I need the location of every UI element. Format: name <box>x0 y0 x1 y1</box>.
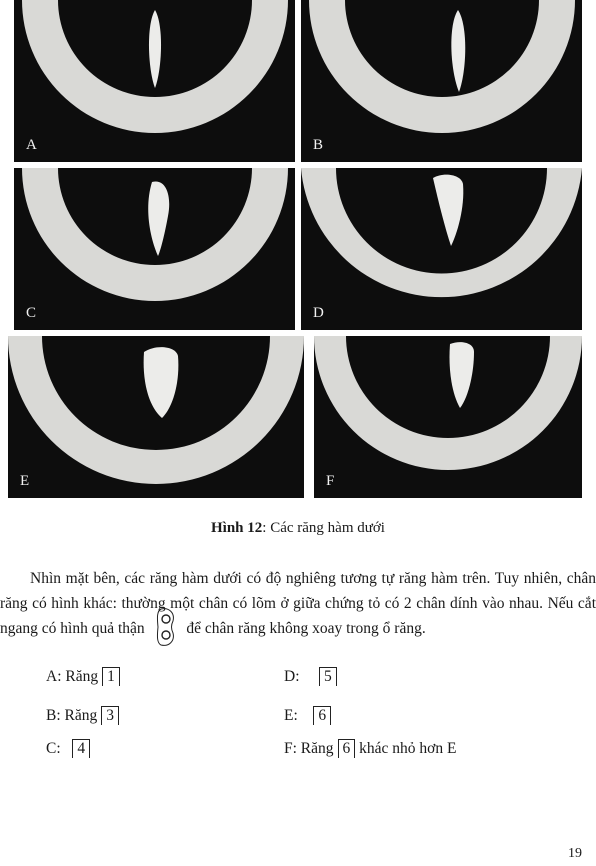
body-paragraph <box>0 566 596 641</box>
protractor-tooth-image <box>8 336 304 498</box>
protractor-tooth-image <box>14 168 295 330</box>
list-item-d: D: 5 <box>284 666 337 688</box>
tooth-number-box: 4 <box>72 739 90 758</box>
protractor-tooth-image <box>301 168 582 330</box>
photo-panel-e <box>8 336 304 498</box>
list-item-a: A: Răng 1 <box>46 666 120 688</box>
panel-label-e: E <box>20 473 30 489</box>
tooth-number-box: 6 <box>338 739 356 758</box>
protractor-tooth-image <box>301 0 582 162</box>
kidney-cross-section-icon <box>155 607 177 647</box>
tooth-number-box: 3 <box>101 706 119 725</box>
tooth-number-box: 1 <box>102 667 120 686</box>
panel-label-a: A <box>26 137 37 153</box>
list-item-c: C: 4 <box>46 738 90 760</box>
paragraph-text-1: Nhìn mặt bên, các răng hàm dưới có độ nghiêng tương tự răng hàm trên. Tuy nhiên, chân răng có hình khác: thường một chân có lõm ở giữa chứng tỏ có 2 chân dính vào nhau. Nếu cắt ngang có hình quả thận <box>0 570 596 637</box>
photo-panel-f <box>314 336 582 498</box>
panel-label-b: B <box>313 137 324 153</box>
panel-label-c: C <box>26 305 37 321</box>
list-item-e: E: 6 <box>284 705 331 727</box>
page-number: 19 <box>568 846 582 861</box>
figure-caption <box>0 520 596 537</box>
caption-number: Hình 12 <box>211 520 263 536</box>
photo-panel-c <box>14 168 295 330</box>
photo-panel-d <box>301 168 582 330</box>
protractor-tooth-image <box>14 0 295 162</box>
protractor-tooth-image <box>314 336 582 498</box>
photo-panel-a <box>14 0 295 162</box>
caption-text: : Các răng hàm dưới <box>262 520 385 536</box>
tooth-number-box: 5 <box>319 667 337 686</box>
tooth-number-box: 6 <box>313 706 331 725</box>
panel-label-f: F <box>326 473 335 489</box>
list-item-f: F: Răng 6 khác nhỏ hơn E <box>284 740 457 757</box>
list-item-b: B: Răng 3 <box>46 705 119 727</box>
photo-panel-b <box>301 0 582 162</box>
panel-label-d: D <box>313 305 324 321</box>
paragraph-text-2: để chân răng không xoay trong ổ răng. <box>186 620 426 637</box>
